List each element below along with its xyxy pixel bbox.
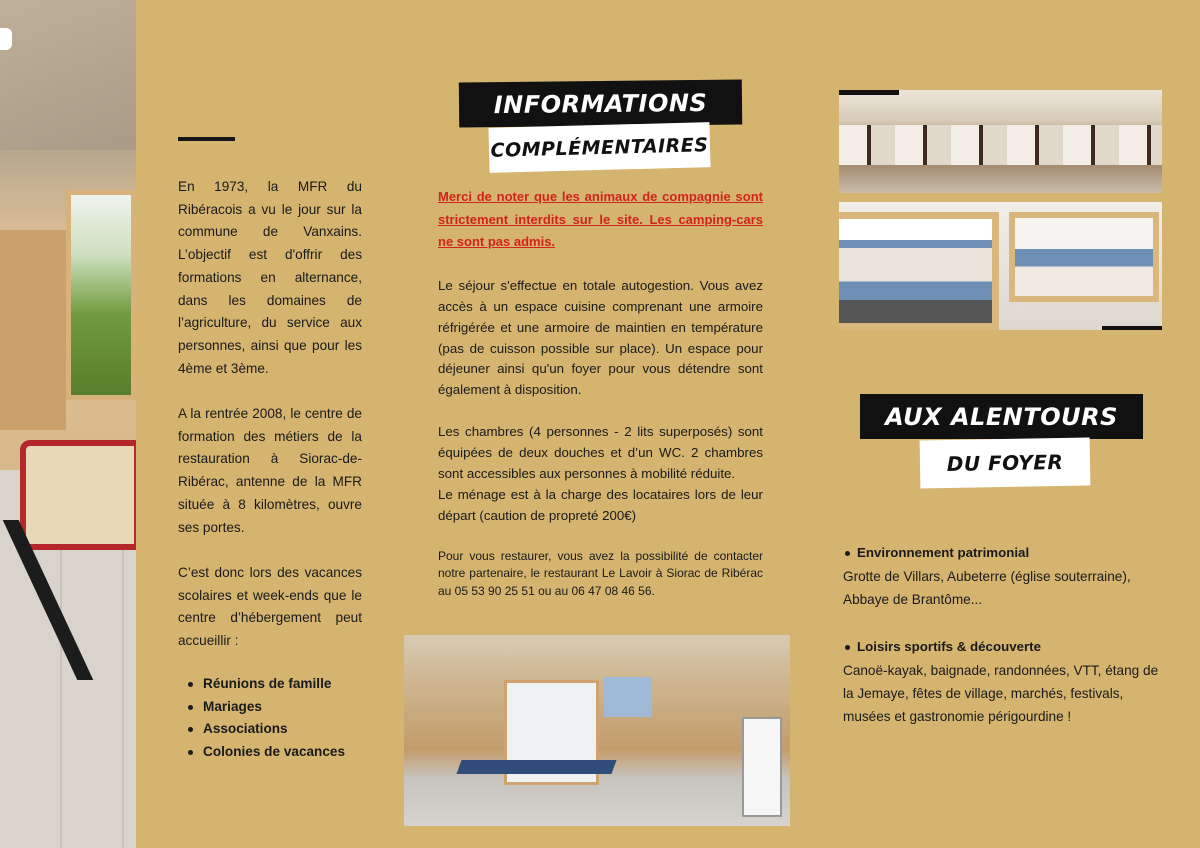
surroundings-column [843, 541, 1163, 751]
list-item [843, 541, 1163, 612]
history-paragraph-3: C’est donc lors des vacances scolaires et week-ends que le centre d’hébergement peut accueillir : [178, 564, 362, 649]
item-title: Environnement patrimonial [843, 541, 1163, 565]
info-paragraph-3: Le ménage est à la charge des locataires lors de leur départ (caution de propreté 200€) [438, 486, 763, 523]
event-list [178, 673, 362, 763]
contact-paragraph: Pour vous restaurer, vous avez la possibilité de contacter notre partenaire, le restaurant Le Lavoir à Siorac de Ribérac au 05 53 90 25 51 ou au 06 47 08 46 56. [438, 548, 763, 598]
info-paragraph-1: Le séjour s'effectue en totale autogestion. Vous avez accès à un espace cuisine comprenant une armoire réfrigérée et une armoire de maintien en température (pas de cuisson possible sur place). Un espace pour déjeuner ainsi qu'un foyer pour vous détendre sont également à disposition. [438, 277, 763, 398]
history-paragraph-1: En 1973, la MFR du Ribéracois a vu le jour sur la commune de Vanxains. L’objectif est d'offrir des formations en alternance, dans les domaines de l’agriculture, du service aux personnes, ainsi que pour les 4ème et 3ème. [178, 179, 362, 376]
dining-room-photo [839, 90, 1162, 193]
item-title: Loisirs sportifs & découverte [843, 635, 1163, 659]
heading-informations: INFORMATIONS [459, 80, 742, 128]
heading-du-foyer: DU FOYER [920, 438, 1091, 489]
history-column [178, 176, 362, 763]
list-item: Mariages [178, 696, 362, 719]
section-divider [178, 137, 235, 141]
list-item: Associations [178, 718, 362, 741]
list-item: Colonies de vacances [178, 741, 362, 764]
history-paragraph-2: A la rentrée 2008, le centre de formation des métiers de la restauration à Siorac-de-Ribérac, antenne de la MFR située à 8 kilomètres, ouvre ses portes. [178, 406, 362, 535]
heading-alentours: AUX ALENTOURS [860, 394, 1143, 439]
pet-warning: Merci de noter que les animaux de compagnie sont strictement interdits sur le site. Les camping-cars ne sont pas admis. [438, 189, 763, 250]
item-text: Grotte de Villars, Aubeterre (église souterraine), Abbaye de Brantôme... [843, 569, 1131, 608]
heading-complementaires: COMPLÉMENTAIRES [488, 122, 710, 173]
list-item: Réunions de famille [178, 673, 362, 696]
info-paragraph-2: Les chambres (4 personnes - 2 lits superposés) sont équipées de deux douches et d’un WC. 2 chambres sont accessibles aux personnes à mobilité réduite. [438, 424, 763, 482]
foosball-room-photo [0, 0, 136, 848]
common-room-photo [404, 635, 790, 826]
bunk-bed-photo [839, 202, 1162, 330]
item-text: Canoë-kayak, baignade, randonnées, VTT, étang de la Jemaye, fêtes de village, marchés, festivals, musées et gastronomie périgourdine ! [843, 662, 1159, 725]
info-column [438, 186, 763, 601]
list-item [843, 635, 1163, 729]
